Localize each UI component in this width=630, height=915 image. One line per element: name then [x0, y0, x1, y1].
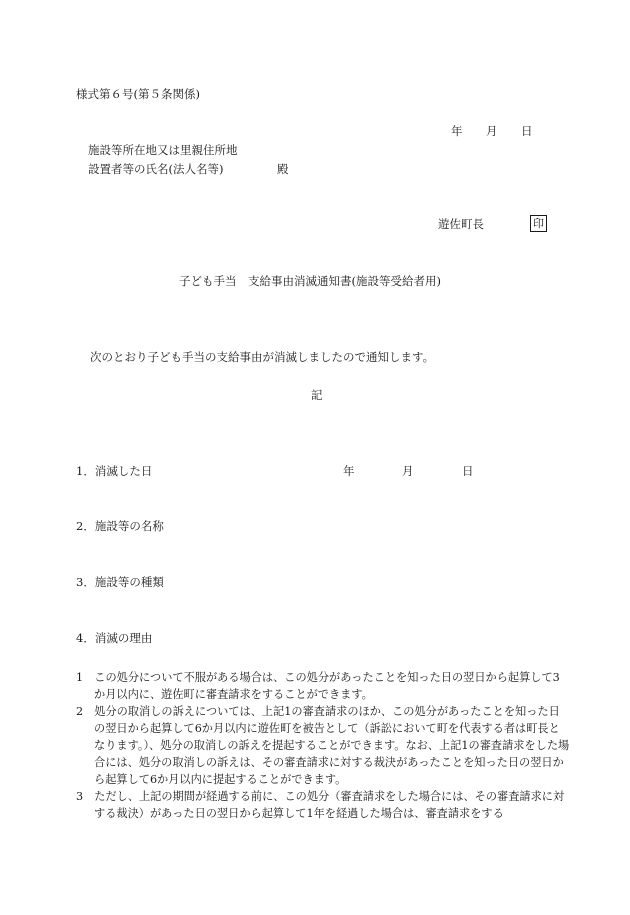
note-3: 3 ただし、上記の期間が経過する前に、この処分（審査請求をした場合には、その審査請求に対する裁決）があった日の翌日から起算して1年を経過した場合は、審査請求をする: [76, 790, 565, 820]
recipient-honorific: 殿: [277, 162, 289, 176]
sender-title: 遊佐町長: [438, 217, 484, 231]
note-1: 1 この処分について不服がある場合は、この処分があったことを知った日の翌日から起算して3か月以内に、遊佐町に審査請求をすることができます。: [76, 671, 560, 701]
item-2-label: 2．施設等の名称: [76, 519, 164, 533]
intro-text: 次のとおり子ども手当の支給事由が消滅しましたので通知します。: [90, 350, 435, 364]
note-2: 2 処分の取消しの訴えについては、上記1の審査請求のほか、この処分があったことを知った日の翌日から起算して6か月以内に遊佐町を被告として（訴訟において町を代表する者は町長となります。）、処分の取消しの訴えを提起することができます。なお、上記1の審査請求をした場合には、処分の取消しの訴えは、その審査請求に対する裁決があったことを知った日の翌日から起算して6か月以内に提起することができます。: [76, 705, 570, 786]
recipient-name-label: 設置者等の氏名(法人名等): [88, 162, 224, 176]
seal-mark: [530, 215, 547, 232]
item-1-month: 月: [402, 464, 414, 478]
ki-heading: 記: [311, 388, 323, 402]
date-day: 日: [521, 124, 533, 138]
item-3-label: 3．施設等の種類: [76, 575, 164, 589]
item-1-day: 日: [462, 464, 474, 478]
form-number: 様式第６号(第５条関係): [76, 87, 200, 101]
item-1-year: 年: [343, 464, 355, 478]
document-title: 子ども手当 支給事由消滅通知書(施設等受給者用): [179, 274, 441, 288]
recipient-address-label: 施設等所在地又は里親住所地: [88, 143, 238, 157]
seal-label: 印: [530, 215, 547, 232]
item-1-label: 1．消滅した日: [76, 464, 153, 478]
item-4-label: 4．消滅の理由: [76, 631, 153, 645]
date-month: 月: [486, 124, 498, 138]
date-year: 年: [451, 124, 463, 138]
